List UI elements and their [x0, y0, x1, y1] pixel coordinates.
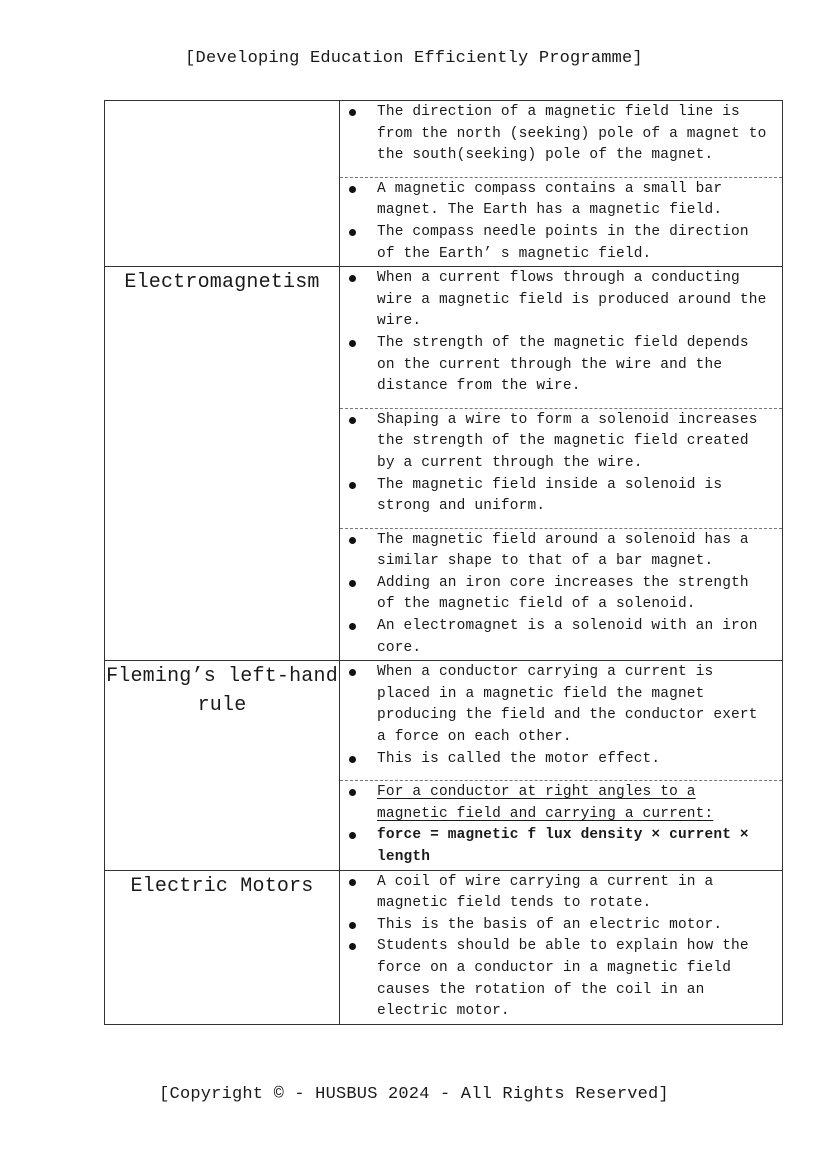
content-block: [340, 871, 782, 1024]
list-item: The strength of the magnetic field depends on the current through the wire and the distance from the wire.: [346, 333, 772, 398]
page-footer: [Copyright © - HUSBUS 2024 - All Rights Reserved]: [159, 1085, 669, 1104]
content-cell: [340, 661, 783, 870]
content-block: [340, 780, 782, 869]
topic-summary-table: [104, 100, 783, 1025]
content-block: [340, 267, 782, 408]
content-block: [340, 661, 782, 780]
table-row: [105, 267, 783, 661]
topic-cell-electromagnetism: Electromagnetism: [105, 267, 340, 661]
content-cell: [340, 267, 783, 661]
content-cell: [340, 101, 783, 267]
content-block: [340, 528, 782, 661]
table-row: [105, 101, 783, 267]
list-item: For a conductor at right angles to a magnetic field and carrying a current:: [346, 782, 772, 825]
list-item: An electromagnet is a solenoid with an iron core.: [346, 616, 772, 659]
content-block: [340, 408, 782, 528]
table-row: [105, 870, 783, 1024]
topic-cell-flemings-left-hand-rule: Fleming’s left-hand rule: [105, 661, 340, 870]
list-item: The compass needle points in the direction of the Earth’ s magnetic field.: [346, 222, 772, 265]
list-item: The magnetic field inside a solenoid is strong and uniform.: [346, 475, 772, 518]
topic-cell-electric-motors: Electric Motors: [105, 870, 340, 1024]
content-cell: [340, 870, 783, 1024]
list-item: This is the basis of an electric motor.: [346, 915, 772, 937]
page-header: [Developing Education Efficiently Programme]: [185, 49, 643, 68]
list-item: When a conductor carrying a current is placed in a magnetic field the magnet producing the field and the conductor exert a force on each other.: [346, 662, 772, 748]
list-item: Students should be able to explain how the force on a conductor in a magnetic field causes the rotation of the coil in an electric motor.: [346, 936, 772, 1022]
list-item: This is called the motor effect.: [346, 749, 772, 771]
force-equation: force = magnetic f lux density × current × length: [346, 825, 772, 868]
topic-cell: [105, 101, 340, 267]
list-item: Adding an iron core increases the strength of the magnetic field of a solenoid.: [346, 573, 772, 616]
list-item: The direction of a magnetic field line is from the north (seeking) pole of a magnet to the south(seeking) pole of the magnet.: [346, 102, 772, 167]
list-item: A coil of wire carrying a current in a magnetic field tends to rotate.: [346, 872, 772, 915]
list-item: The magnetic field around a solenoid has a similar shape to that of a bar magnet.: [346, 530, 772, 573]
list-item: A magnetic compass contains a small bar magnet. The Earth has a magnetic field.: [346, 179, 772, 222]
content-block: [340, 101, 782, 177]
list-item: Shaping a wire to form a solenoid increases the strength of the magnetic field created by a current through the wire.: [346, 410, 772, 475]
list-item: When a current flows through a conducting wire a magnetic field is produced around the wire.: [346, 268, 772, 333]
content-block: [340, 177, 782, 266]
table-row: [105, 661, 783, 870]
